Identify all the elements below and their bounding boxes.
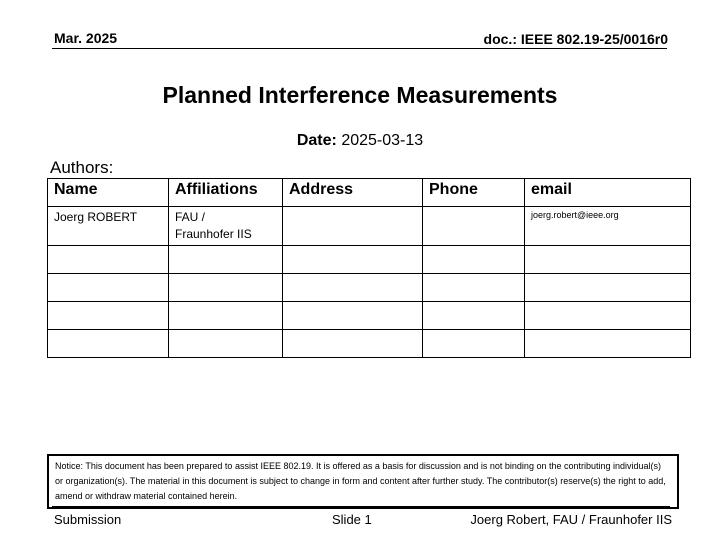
header-doc-id: doc.: IEEE 802.19-25/0016r0	[483, 31, 668, 47]
cell-phone	[423, 302, 525, 330]
cell-email	[525, 246, 691, 274]
cell-email	[525, 302, 691, 330]
cell-phone	[423, 330, 525, 358]
header-divider	[52, 48, 667, 49]
footer-slide-number: Slide 1	[332, 512, 372, 527]
col-header-phone: Phone	[423, 179, 525, 207]
cell-name	[48, 246, 169, 274]
cell-address	[283, 246, 423, 274]
footer-author: Joerg Robert, FAU / Fraunhofer IIS	[470, 512, 672, 527]
col-header-address: Address	[283, 179, 423, 207]
table-row	[48, 274, 691, 302]
cell-email	[525, 274, 691, 302]
cell-email	[525, 330, 691, 358]
affiliation-line: Fraunhofer IIS	[175, 227, 252, 241]
authors-label: Authors:	[50, 158, 114, 177]
authors-table	[47, 178, 691, 358]
affiliation-line: FAU /	[175, 210, 206, 224]
cell-name	[48, 274, 169, 302]
header-date: Mar. 2025	[54, 30, 118, 46]
cell-email: joerg.robert@ieee.org	[525, 207, 691, 246]
table-row	[48, 246, 691, 274]
notice-box: Notice: This document has been prepared to assist IEEE 802.19. It is offered as a basis for discussion and is not binding on the contributing individual(s) or organization(s). The material in this document is subject to change in form and content after further study. The contributor(s) reserve(s) the right to add, amend or withdraw material contained herein.	[47, 454, 679, 509]
cell-affiliation	[169, 246, 283, 274]
cell-address	[283, 330, 423, 358]
cell-affiliation	[169, 274, 283, 302]
cell-name	[48, 302, 169, 330]
cell-affiliation	[169, 330, 283, 358]
footer-divider	[52, 506, 670, 507]
date-value: 2025-03-13	[341, 132, 424, 149]
cell-address	[283, 274, 423, 302]
date-label: Date:	[296, 132, 337, 149]
cell-name: Joerg ROBERT	[48, 207, 169, 246]
table-row	[48, 207, 691, 246]
col-header-affiliations: Affiliations	[169, 179, 283, 207]
cell-affiliation	[169, 302, 283, 330]
table-row	[48, 302, 691, 330]
cell-phone	[423, 207, 525, 246]
col-header-email: email	[525, 179, 691, 207]
cell-phone	[423, 246, 525, 274]
cell-address	[283, 302, 423, 330]
cell-address	[283, 207, 423, 246]
table-row	[48, 330, 691, 358]
date-line	[0, 132, 720, 150]
cell-name	[48, 330, 169, 358]
footer-submission: Submission	[54, 512, 122, 527]
cell-affiliation	[169, 207, 283, 246]
authors-header-row	[48, 179, 691, 207]
col-header-name: Name	[48, 179, 169, 207]
cell-phone	[423, 274, 525, 302]
slide-title: Planned Interference Measurements	[162, 82, 558, 108]
